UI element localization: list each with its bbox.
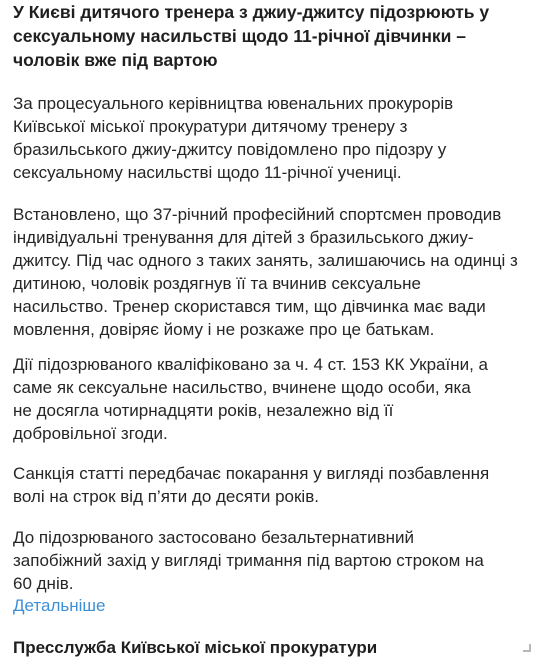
paragraph-qualification: Дії підозрюваного кваліфіковано за ч. 4 ст. 153 КК України, а саме як сексуальне насильство, вчинене щодо особи, яка не досягла чотирнадцяти років, незалежно від її добровільної згоди.: [13, 355, 488, 443]
resize-corner-icon: [523, 644, 531, 652]
news-post: [13, 0, 518, 657]
post-headline: У Києві дитячого тренера з джиу-джитсу підозрюють у сексуальному насильстві щодо 11-річної дівчинки – чоловік вже під вартою: [13, 2, 490, 70]
paragraph-circumstances: Встановлено, що 37-річний професійний спортсмен проводив індивідуальні тренування для дітей з бразильського джиу-джитсу. Під час одного з таких занять, залишаючись на одинці з дитиною, чоловік роздягнув її та вчинив сексуальне насильство. Тренер скористався тим, що дівчинка має вади мовлення, довіряє йому і не розкаже про це батькам.: [13, 205, 518, 339]
paragraph-preventive-measure: До підозрюваного застосовано безальтернативний запобіжний захід у вигляді тримання під вартою строком на 60 днів.: [13, 528, 484, 593]
paragraph-suspicion: За процесуального керівництва ювенальних прокурорів Київської міської прокуратури дитячому тренеру з бразильського джиу-джитсу повідомлено про підозру у сексуальному насильстві щодо 11-річної учениці.: [13, 94, 454, 182]
paragraph-sanction: Санкція статті передбачає покарання у вигляді позбавлення волі на строк від п’яти до десяти років.: [13, 464, 490, 506]
read-more-link[interactable]: Детальніше: [13, 596, 106, 615]
press-service-signature: Пресслужба Київської міської прокуратури: [13, 638, 378, 657]
